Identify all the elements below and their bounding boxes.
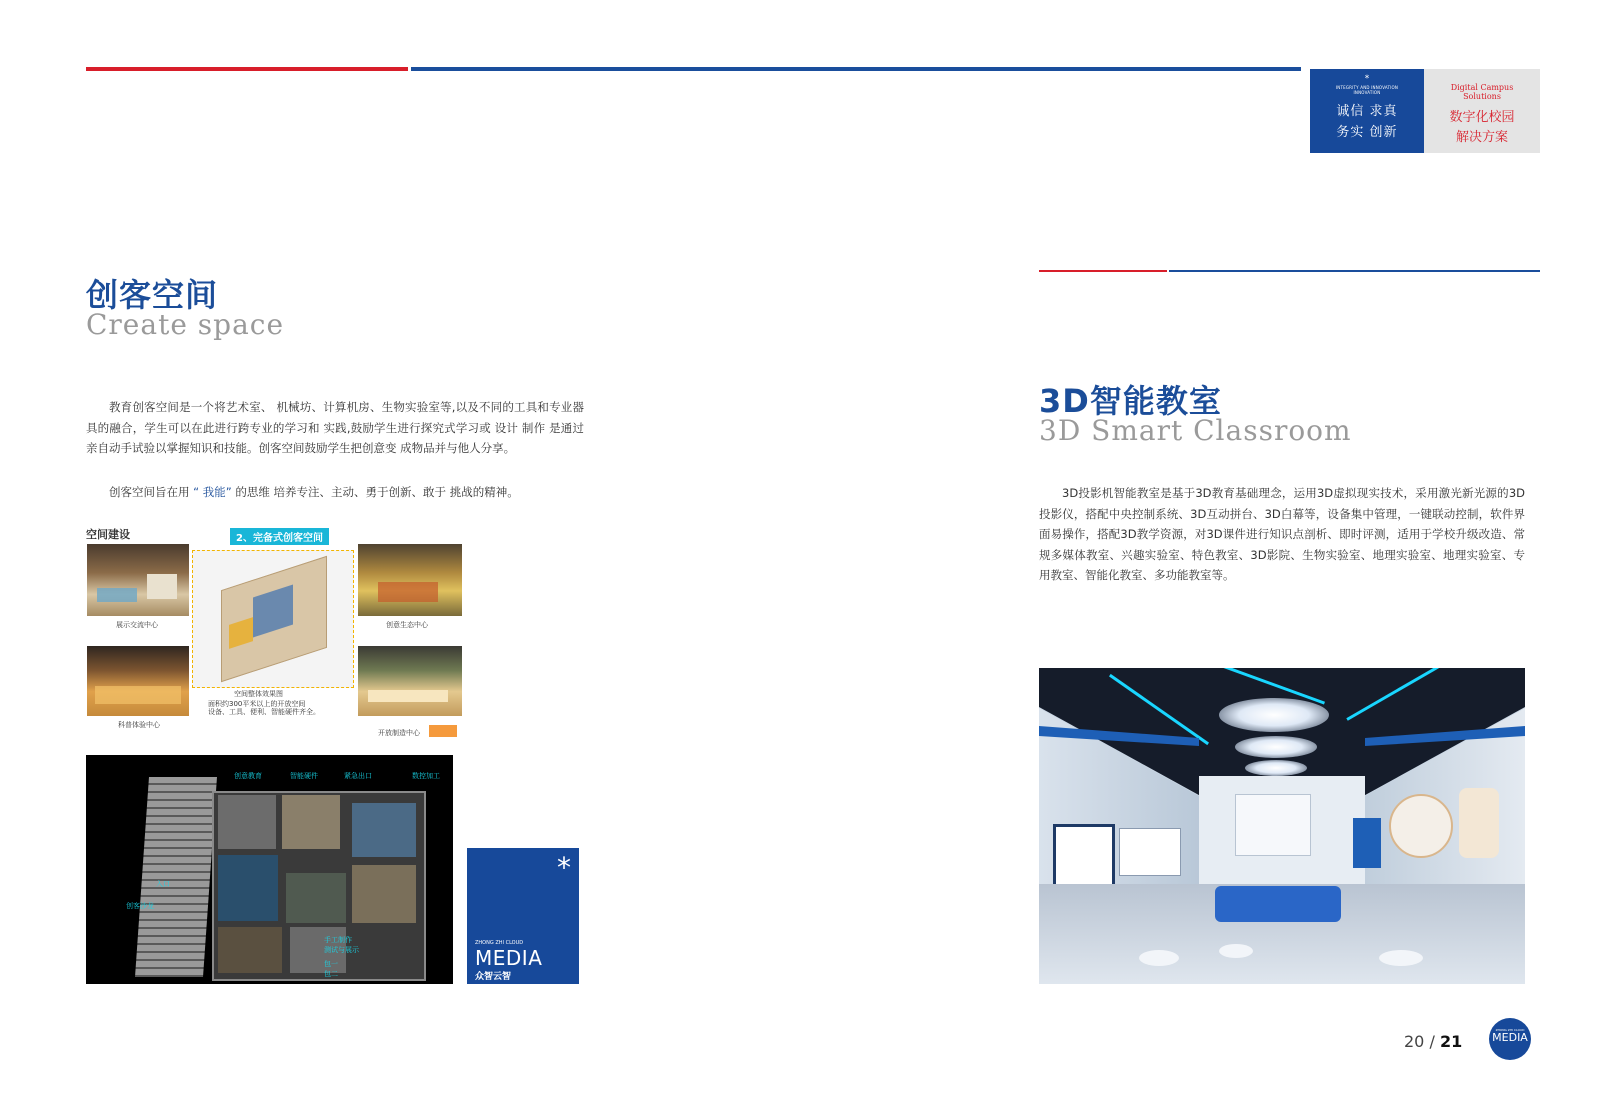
fp-label-1: 智能硬件 [290, 772, 318, 780]
page-numbers [1404, 1032, 1462, 1051]
left-title-cn: 创客空间 [86, 276, 219, 314]
caption-creative: 创意生态中心 [386, 621, 428, 629]
floorplan-render [86, 755, 453, 984]
photo-science [87, 646, 189, 716]
collage-banner: 2、完备式创客空间 [230, 528, 329, 545]
footer-logo [1489, 1018, 1531, 1060]
right-title-en: 3D Smart Classroom [1039, 414, 1352, 447]
media-card-cn: 众智云智 [475, 972, 512, 982]
top-rule-red [86, 67, 408, 71]
right-rule-blue [1169, 270, 1540, 272]
photo-maker [358, 646, 462, 716]
footer-logo-small: ZHONG ZHI CLOUD [1495, 1028, 1525, 1032]
left-paragraph-1 [86, 397, 584, 459]
media-card-small: ZHONG ZHI CLOUD [475, 940, 524, 946]
caption-exhibition: 展示交流中心 [116, 621, 158, 629]
media-card-big: MEDIA [475, 946, 543, 970]
top-rule-blue [411, 67, 1301, 71]
fp-label-8: 包一 [324, 960, 338, 968]
collage-heading: 空间建设 [86, 528, 130, 541]
left-para2-prefix: 创客空间旨在用 [109, 485, 190, 499]
motto-line-1: 诚信 求真 [1336, 104, 1398, 119]
page-separator: / [1429, 1032, 1435, 1051]
classroom-render [1039, 668, 1525, 984]
badge-small-text: INTEGRITY AND INNOVATION INNOVATION [1335, 85, 1399, 95]
left-para2-suffix: 的思维 培养专注、主动、勇于创新、敢于 挑战的精神。 [235, 485, 519, 499]
page-number-left: 20 [1404, 1032, 1425, 1051]
solution-cn-1: 数字化校园 [1449, 110, 1515, 125]
right-paragraph [1039, 483, 1525, 586]
caption-maker-text: 开放制造中心 [378, 729, 420, 737]
fp-label-5: 创客沙龙 [126, 902, 154, 910]
caption-center-3: 设备、工具、便利、智能硬件齐全。 [208, 708, 320, 716]
motto-badge [1310, 69, 1424, 153]
fp-label-0: 创意教育 [234, 772, 262, 780]
fp-label-9: 包二 [324, 970, 338, 978]
left-paragraph-2 [86, 482, 584, 503]
media-card-star: * [557, 851, 571, 884]
fp-label-7: 测试与展示 [324, 946, 359, 954]
photo-creative [358, 544, 462, 616]
fp-label-4: 入口 [156, 880, 170, 888]
motto-line-2: 务实 创新 [1336, 125, 1398, 140]
space-collage [86, 526, 462, 736]
right-rule-red [1039, 270, 1167, 272]
fp-label-6: 手工制作 [324, 936, 352, 944]
caption-science: 科普体验中心 [118, 721, 160, 729]
right-title-cn: 3D智能教室 [1039, 382, 1222, 420]
solution-cn-2: 解决方案 [1455, 130, 1508, 145]
left-para2-highlight: “ 我能” [193, 485, 232, 499]
footer-logo-text: MEDIA [1492, 1031, 1528, 1044]
badge-star: * [1364, 74, 1370, 84]
media-card [467, 848, 579, 984]
caption-center: 空间整体效果图 [234, 690, 283, 698]
fp-label-3: 数控加工 [412, 772, 440, 780]
right-para-text: 3D投影机智能教室是基于3D教育基础理念，运用3D虚拟现实技术，采用激光新光源的3D投影仪，搭配中央控制系统、3D互动拼台、3D白幕等，设备集中管理，一键联动控制，软件界面易操作，搭配3D教学资源，对3D课件进行知识点剖析、即时评测，适用于学校升级改造、常规多媒体教室、兴趣实验室、特色教室、3D影院、生物实验室、地理实验室、地理实验室、专用教室、智能化教室、多功能教室等。 [1039, 486, 1525, 582]
solution-badge [1424, 69, 1540, 153]
caption-center-2: 面积约300平米以上的开放空间 [208, 700, 306, 708]
photo-exhibition [87, 544, 189, 616]
caption-maker [378, 720, 462, 737]
left-para1-text: 教育创客空间是一个将艺术室、 机械坊、计算机房、生物实验室等,以及不同的工具和专业器具的融合，学生可以在此进行跨专业的学习和 实践,鼓励学生进行探究式学习或 设计 制作 是通过亲自动手试验以掌握知识和技能。创客空间鼓励学生把创意变 成物品并与他人分享。 [86, 400, 584, 455]
collage-center-render [192, 550, 354, 688]
fp-label-2: 紧急出口 [344, 772, 372, 780]
left-title-en: Create space [86, 308, 285, 341]
page-number-right: 21 [1439, 1032, 1463, 1051]
solution-en: Digital Campus Solutions [1450, 83, 1514, 101]
